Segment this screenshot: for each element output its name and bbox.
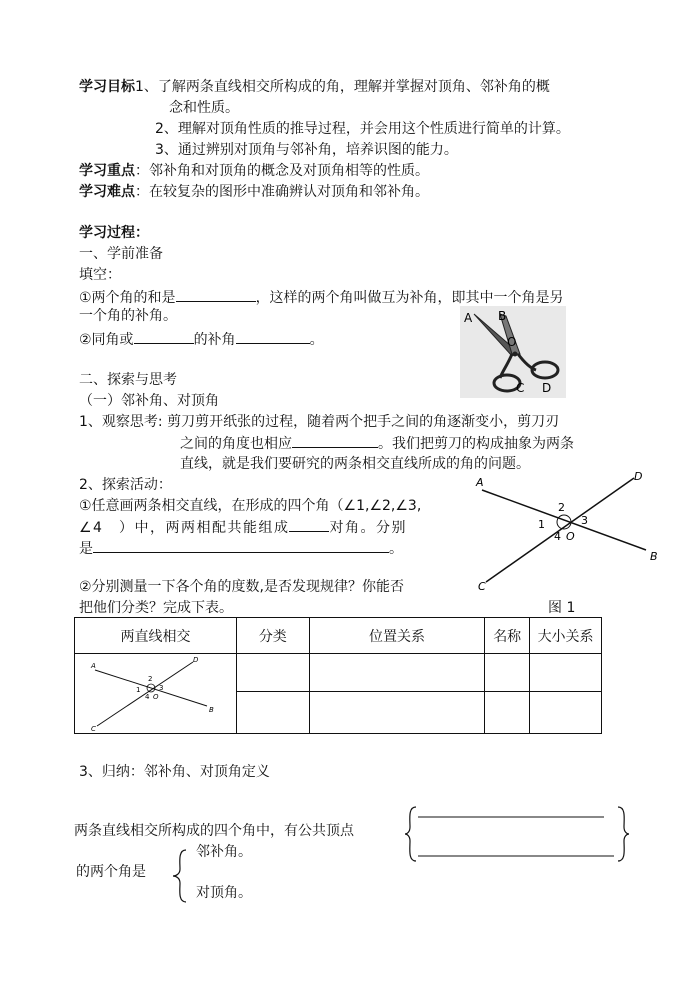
table-cell[interactable] — [309, 692, 485, 734]
q2-text-a: ②同角或 — [79, 332, 134, 348]
scissors-label-o: O — [507, 335, 517, 349]
table-cell[interactable] — [236, 692, 309, 734]
table-header-row — [75, 618, 602, 654]
table-fig-label-c: C — [91, 724, 97, 732]
table-header: 名称 — [485, 618, 530, 654]
fig1-label-o: O — [566, 530, 575, 543]
activity1-blank-1[interactable] — [289, 517, 329, 532]
activity2-line2: 把他们分类？完成下表。 — [79, 600, 233, 616]
fig1-angle-4: 4 — [554, 530, 561, 543]
goals-item2: 2、理解对顶角性质的推导过程，并会用这个性质进行简单的计算。 — [155, 121, 570, 137]
activity-title: 2、探索活动： — [79, 477, 172, 493]
table-fig-label-b: B — [209, 705, 215, 714]
part2-title: 二、探索与思考 — [79, 372, 177, 388]
q1-blank[interactable] — [176, 287, 256, 302]
fig1-label-b: B — [650, 550, 658, 563]
q2-blank-1[interactable] — [134, 329, 194, 344]
scissors-label-c: C — [516, 381, 525, 395]
fig1-angle-3: 3 — [581, 514, 588, 527]
observe-text-b1: 之间的角度也相应 — [180, 436, 292, 452]
table-fig-label-d: D — [193, 655, 199, 664]
goals-item1-text: 1、了解两条直线相交所构成的角，理解并掌握对顶角、邻补角的概 — [135, 79, 550, 95]
difficulties — [79, 182, 429, 202]
table-fig-angle-4: 4 — [145, 692, 150, 701]
fig1-angle-1: 1 — [538, 518, 545, 531]
observe-line2 — [180, 433, 574, 454]
key-points — [79, 161, 429, 181]
q1-text-b: ，这样的两个角叫做互为补角，即其中一个角是另 — [255, 290, 564, 306]
table-cell[interactable] — [309, 654, 485, 692]
table-cell[interactable] — [236, 654, 309, 692]
observe-line1: 1、观察思考: 剪刀剪开纸张的过程，随着两个把手之间的角逐渐变小，剪刀刃 — [79, 414, 560, 430]
definition-line1: 两条直线相交所构成的四个角中，有公共顶点 — [74, 823, 354, 839]
q1-text-a: ①两个角的和是 — [79, 290, 176, 306]
question-1-cont: 一个角的补角。 — [79, 308, 177, 324]
process-title: 学习过程： — [79, 225, 149, 241]
q2-blank-2[interactable] — [236, 329, 310, 344]
q2-text-b: 的补角 — [193, 332, 236, 348]
figure-1-caption: 图 1 — [548, 600, 576, 616]
definition-line2: 的两个角是 — [76, 864, 146, 880]
key-points-label: 学习重点 — [79, 163, 135, 179]
activity1-text-b2: 对角。分别 — [329, 520, 407, 536]
fig1-label-a: A — [476, 476, 484, 489]
scissors-label-b: B — [498, 309, 507, 323]
table-figure — [89, 656, 221, 732]
summary-title: 3、归纳：邻补角、对顶角定义 — [79, 764, 270, 780]
observe-line3: 直线，就是我们要研究的两条相交直线所成的角的问题。 — [180, 456, 530, 472]
activity1-text-b1: ∠4 ）中，两两相配共能组成 — [79, 520, 290, 536]
activity1-line1: ①任意画两条相交直线，在形成的四个角（∠1,∠2,∠3, — [79, 498, 422, 514]
goals-item1 — [79, 77, 550, 97]
table-cell[interactable] — [530, 654, 602, 692]
goals-item1-cont: 念和性质。 — [169, 100, 239, 116]
fig1-label-d: D — [634, 470, 643, 483]
scissors-label-d: D — [542, 381, 552, 395]
question-1 — [79, 287, 564, 308]
difficulties-label: 学习难点 — [79, 184, 135, 200]
scissors-label-a: A — [464, 311, 473, 325]
table-header: 位置关系 — [309, 618, 485, 654]
definition-left-brace — [170, 848, 190, 904]
sub1-title: （一）邻补角、对顶角 — [79, 393, 219, 409]
activity1-line3 — [79, 538, 403, 559]
definition-brace-box — [404, 805, 632, 863]
classification-table — [74, 617, 602, 734]
table-cell[interactable] — [485, 692, 530, 734]
scissors-image — [460, 306, 566, 398]
part1-title: 一、学前准备 — [79, 246, 163, 262]
table-cell[interactable] — [530, 692, 602, 734]
activity1-line2 — [79, 517, 407, 538]
table-row — [75, 654, 602, 692]
fig1-angle-2: 2 — [558, 501, 565, 514]
table-cell[interactable] — [485, 654, 530, 692]
activity2-line1: ②分别测量一下各个角的度数,是否发现规律？你能否 — [79, 579, 404, 595]
process-title-text: 学习过程 — [79, 225, 135, 241]
table-fig-label-a: A — [91, 661, 97, 670]
observe-blank[interactable] — [292, 433, 378, 448]
difficulties-text: ：在较复杂的图形中准确辨认对顶角和邻补角。 — [135, 184, 429, 200]
table-fig-angle-3: 3 — [159, 683, 164, 692]
table-figure-cell — [75, 654, 237, 734]
table-header: 大小关系 — [530, 618, 602, 654]
table-header: 分类 — [236, 618, 309, 654]
q2-text-c: 。 — [309, 332, 324, 348]
fill-label: 填空： — [79, 267, 121, 283]
fig1-label-c: C — [478, 580, 486, 593]
goals-item3: 3、通过辨别对顶角与邻补角，培养识图的能力。 — [155, 142, 458, 158]
definition-vertical: 对顶角。 — [196, 885, 252, 901]
activity1-text-c2: 。 — [389, 541, 403, 557]
key-points-text: ：邻补角和对顶角的概念及对顶角相等的性质。 — [135, 163, 429, 179]
table-header: 两直线相交 — [75, 618, 237, 654]
goals-label: 学习目标 — [79, 79, 135, 95]
figure-1 — [470, 470, 666, 594]
question-2 — [79, 329, 324, 350]
activity1-text-c1: 是 — [79, 541, 93, 557]
table-fig-angle-2: 2 — [148, 674, 153, 683]
table-fig-angle-1: 1 — [136, 685, 141, 694]
activity1-blank-2[interactable] — [93, 538, 389, 553]
definition-adjacent: 邻补角。 — [196, 844, 252, 860]
table-fig-label-o: O — [153, 692, 159, 701]
observe-text-b2: 。我们把剪刀的构成抽象为两条 — [378, 436, 574, 452]
